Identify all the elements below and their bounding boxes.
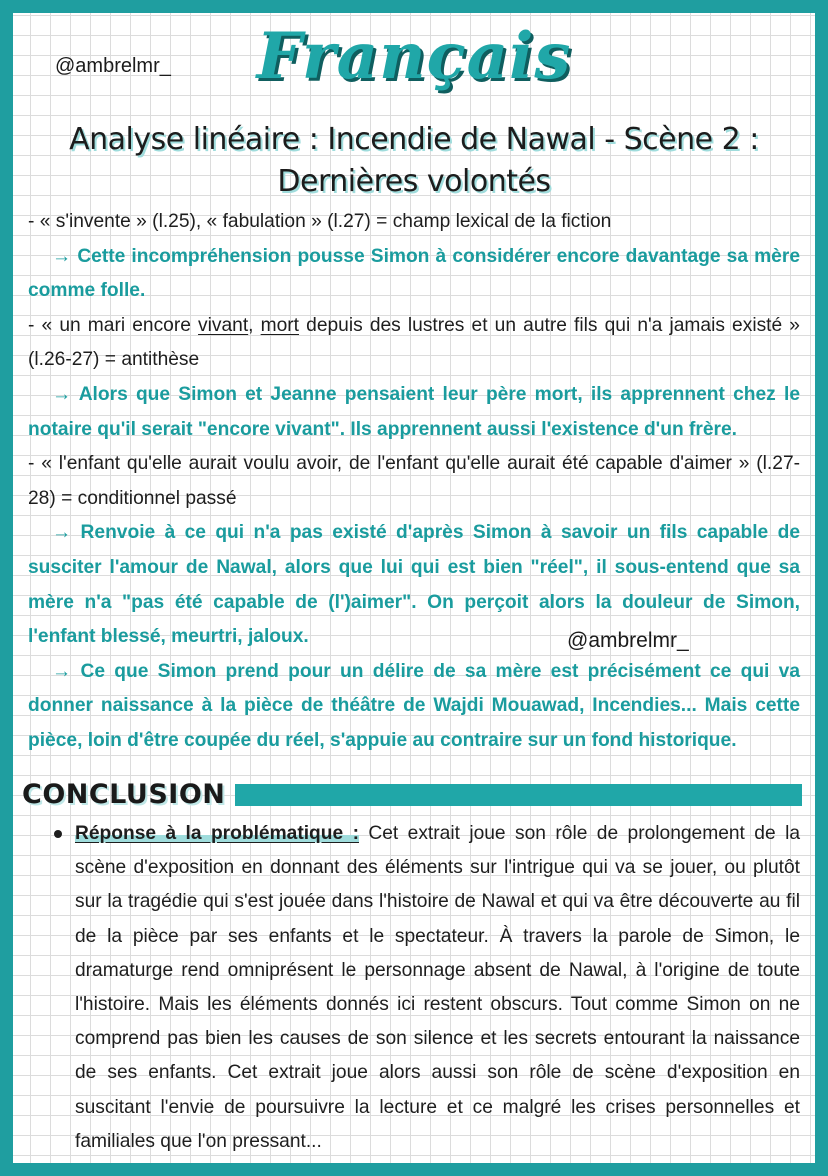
analysis-point-1: - « s'invente » (l.25), « fabulation » (l.27) = champ lexical de la fiction (28, 211, 612, 232)
conclusion-heading: CONCLUSION (22, 778, 226, 810)
bullet-dot-icon (54, 830, 62, 838)
analysis-point-2-part-a: - « un mari encore (28, 314, 199, 336)
analysis-comment-1: → Cette incompréhension pousse Simon à considérer encore davantage sa mère comme folle. (28, 245, 800, 302)
analysis-point-3: - « l'enfant qu'elle aurait voulu avoir, de l'enfant qu'elle aurait été capable d'aimer » (l.27-28) = conditionnel passé (28, 453, 800, 509)
analysis-section (28, 205, 800, 759)
analysis-point-2 (28, 309, 800, 378)
analysis-point-2-part-b: , (248, 314, 261, 336)
conclusion-header (22, 773, 802, 815)
conclusion-text: Cet extrait joue son rôle de prolongement de la scène d'exposition en donnant des éléments sur l'intrigue qui va se jouer, ou plutôt sur la tragédie qui s'est jouée dans l'histoire de Nawal et qui va être découverte au fil de la pièce par ses enfants et le spectateur. À travers la parole de Simon, le dramaturge rend omniprésent le personnage absent de Nawal, à l'origine de toute l'histoire. Mais les éléments donnés ici restent obscurs. Tout comme Simon on ne comprend pas bien les causes de son silence et les secrets entourant la naissance de ses enfants. Cet extrait joue alors aussi son rôle de scène d'exposition en suscitant l'envie de poursuivre la lecture et ce malgré les crises personnelles et familiales que l'on pressant... (75, 823, 800, 1152)
analysis-point-2-part-c: depuis des lustres et un autre fils qui n'a jamais existé » (l.26-27) = antithèse (28, 314, 800, 371)
underlined-word-mort: mort (260, 314, 300, 336)
page-title: Français (256, 19, 572, 94)
author-handle-top: @ambrelmr_ (55, 55, 171, 77)
page-subtitle: Analyse linéaire : Incendie de Nawal - Scène 2 : Dernières volontés (69, 122, 759, 199)
problematique-label: Réponse à la problématique : (75, 823, 359, 844)
analysis-comment-3: → Renvoie à ce qui n'a pas existé d'après Simon à savoir un fils capable de susciter l'amour de Nawal, alors que lui qui est bien "réel", il sous-entend que sa mère n'a "pas été capable de (l')aimer". On perçoit alors la douleur de Simon, l'enfant blessé, meurtri, jaloux. (28, 522, 800, 648)
author-handle-middle: @ambrelmr_ (567, 629, 689, 652)
analysis-comment-2: → Alors que Simon et Jeanne pensaient leur père mort, ils apprennent chez le notaire qu'il serait "encore vivant". Ils apprennent aussi l'existence d'un frère. (28, 383, 800, 440)
underlined-word-vivant: vivant (198, 314, 249, 336)
conclusion-bullet-item (75, 817, 800, 1159)
conclusion-section (75, 817, 800, 1159)
analysis-comment-4: → Ce que Simon prend pour un délire de sa mère est précisément ce qui va donner naissance à la pièce de théâtre de Wajdi Mouawad, Incendies... Mais cette pièce, loin d'être coupée du réel, s'appuie au contraire sur un fond historique. (28, 660, 800, 751)
conclusion-divider-bar (235, 784, 802, 806)
